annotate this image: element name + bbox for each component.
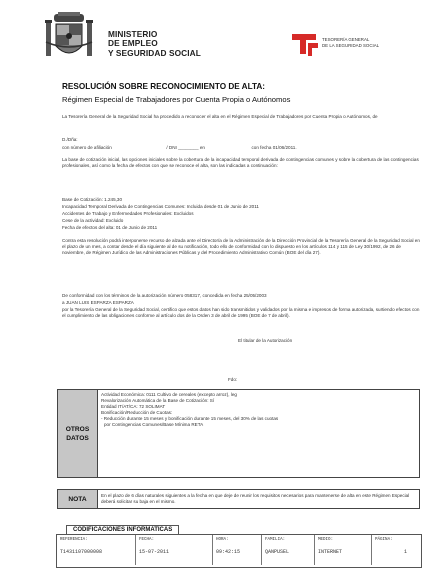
coat-of-arms-logo [44,12,94,64]
ministry-line-2: DE EMPLEO [108,38,158,49]
codif-head: FAMILIA: [265,538,286,542]
codif-pagina [372,535,420,565]
document-title: RESOLUCIÓN SOBRE RECONOCIMIENTO DE ALTA: [62,82,266,91]
otros-line: por Contingencias Comunes/Base Mínima RETA [104,422,204,427]
otros-line: - Reducción durante 15 meses y bonificación durante 15 meses, del 30% de las cuotas [101,416,279,421]
tgss-logo [288,30,322,58]
affiliation-date: con fecha 01/06/2011. [251,145,297,150]
otros-line: Revalorización Automática de la Base de Cotización: Sí [101,398,215,403]
nota-label: NOTA [58,490,98,509]
ministry-name [108,30,201,58]
detail-it: Incapacidad Temporal Derivada de Contingencias Comunes: Incluida desde 01 de Junio de 2011 [62,204,259,209]
codif-referencia [57,535,136,565]
codificaciones-box [56,534,422,568]
codif-head: HORA: [216,538,229,542]
otros-datos-content [98,390,420,478]
otros-line: Entidad IT/AT/CA: 72 SOLIMAT [101,404,166,409]
detail-at: Accidentes de Trabajo y Enfermedades Profesionales: Excluidos [62,211,194,216]
otros-line: Bonificación/Reducción de Cuotas: [101,410,173,415]
detail-fecha: Fecha de efectos del alta: 01 de Junio de 2011 [62,225,158,230]
document-subtitle: Régimen Especial de Trabajadores por Cuenta Propia o Autónomos [62,95,291,104]
codif-hora [213,535,262,565]
affiliation-dni: / DNI ________ en [166,145,205,150]
addressee-label: D./Dña: [62,137,78,142]
codif-head: REFERENCIA: [60,538,88,542]
otros-datos-label-text: OTROS DATOS [65,425,90,442]
signature-label: El titular de la Autorización [238,338,293,343]
codif-head: PÁGINA: [375,538,393,542]
codif-familia [262,535,315,565]
basis-paragraph: La base de cotización inicial, las opciones iniciales sobre la cobertura de la incapacidad temporal derivada de contingencias comunes y sobre la cobertura de las contingencias profesionales, así como la fecha de efectos con que se reconoce el alta, son las indicadas a continuación: [62,157,419,169]
codif-head: FECHA: [139,538,155,542]
otros-datos-label [58,390,98,478]
detail-cese: Cese de la actividad: Excluido [62,218,124,223]
ministry-line-1: MINISTERIO [108,29,158,39]
tgss-line-2: DE LA SEGURIDAD SOCIAL [322,42,380,48]
codif-value: T1431107000008 [60,549,103,555]
detail-base: Base de Cotización: 1.245,30 [62,197,123,202]
certify-paragraph: por la Tesorería General de la Seguridad Social, certifico que estos datos han sido transmitidos y validados por la misma e impresos de forma autorizada, surtiendo efectos con el cumplimiento de las obligaciones conforme al artículo dos de la Orden 3 de abril de 1995 (BOE de 7 de abril). [62,307,420,319]
codif-value: 15-07-2011 [139,549,170,555]
codif-value: QANPUSEL [265,549,290,555]
codif-medio [315,535,372,565]
tgss-line-1: TESORERÍA GENERAL [322,37,370,42]
codif-value: INTERNET [318,549,343,555]
authorization-line: De conformidad con los términos de la autorización número 058317, concedida en fecha 25/05/2003 [62,293,267,298]
nota-table [57,489,420,509]
codif-fecha [136,535,213,565]
intro-paragraph: La Tesorería General de la Seguridad Social ha procedido a reconocer el alta en el Régimen Especial de Trabajadores por Cuenta Propia o Autónomos, de [62,114,378,119]
affiliation-line [62,145,420,151]
appeal-paragraph: Contra esta resolución podrá interponerse recurso de alzada ante el Director/a de la Administración de la Dirección Provincial de la Tesorería General de la Seguridad Social en el plazo de un mes, a contar desde el día siguiente al de su notificación, todo ello de conformidad con lo dispuesto en los artículos 114 y 115 de Ley 30/1992, de 26 de noviembre, de Régimen Jurídico de las Administraciones Públicas y del Procedimiento Administrativo Común (BOE del día 27). [62,238,420,256]
ministry-line-3: Y SEGURIDAD SOCIAL [108,47,201,58]
codif-head: MEDIO: [318,538,334,542]
authorized-name: a JUAN LUIS ESPARZA ESPARZA [62,300,134,305]
codificaciones-title: CODIFICACIONES INFORMATICAS [66,525,179,535]
affiliation-label: con número de afiliación [62,145,112,150]
codif-value: 09:42:15 [216,549,241,555]
codif-value: 1 [404,549,408,555]
tgss-name [322,37,379,49]
otros-line: Actividad Económica: 0111 Cultivo de cereales (excepto arroz), leg [101,392,237,397]
nota-text: En el plazo de 6 días naturales siguientes a la fecha en que deje de reunir los requisitos necesarios para mantenerse de alta en este Régimen Especial deberá solicitar su baja en el mismo. [98,490,420,509]
fdo-label: Fdo: [228,377,238,382]
otros-datos-table [57,389,420,478]
